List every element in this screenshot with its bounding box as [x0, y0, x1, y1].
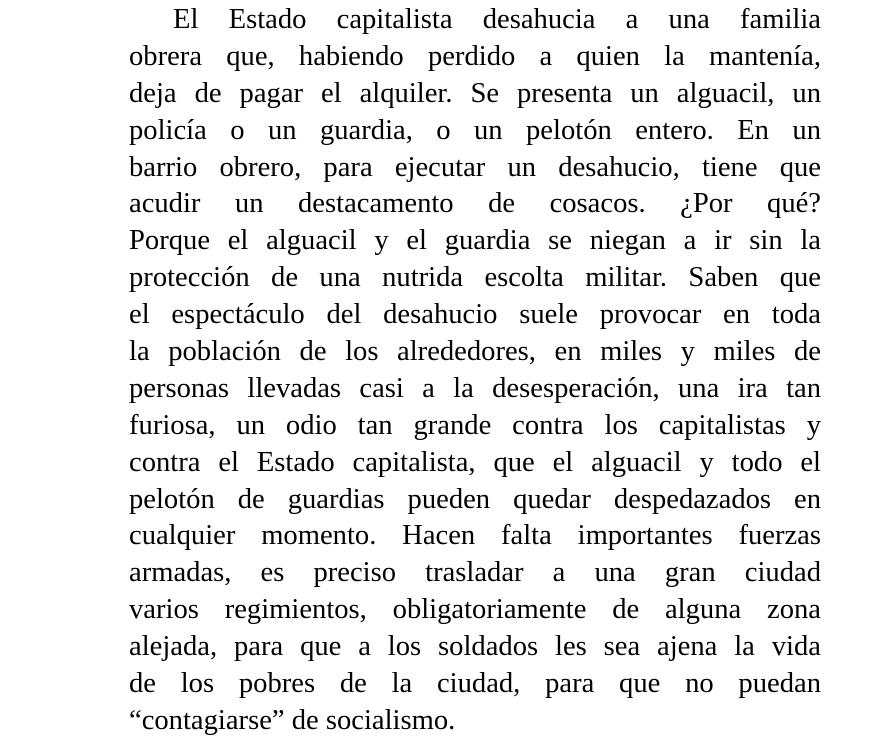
paragraph-line: la población de los alrededores, en miles y miles de	[129, 336, 821, 368]
paragraph-line: de los pobres de la ciudad, para que no puedan	[129, 668, 821, 700]
paragraph-line: el espectáculo del desahucio suele provocar en toda	[129, 299, 821, 331]
paragraph-line: pelotón de guardias pueden quedar despedazados en	[129, 483, 821, 515]
paragraph-line: furiosa, un odio tan grande contra los capitalistas y	[129, 409, 821, 441]
paragraph-line: policía o un guardia, o un pelotón entero. En un	[129, 114, 821, 146]
paragraph-line: El Estado capitalista desahucia a una familia	[173, 4, 821, 35]
paragraph-line: Porque el alguacil y el guardia se niegan a ir sin la	[129, 225, 821, 257]
paragraph-line: cualquier momento. Hacen falta importantes fuerzas	[129, 520, 821, 552]
paragraph-line: acudir un destacamento de cosacos. ¿Por qué?	[129, 188, 821, 220]
paragraph-line: protección de una nutrida escolta militar. Saben que	[129, 262, 821, 294]
paragraph-line: deja de pagar el alquiler. Se presenta un alguacil, un	[129, 77, 821, 109]
paragraph	[129, 2, 821, 740]
paragraph-line: varios regimientos, obligatoriamente de alguna zona	[129, 594, 821, 626]
paragraph-line: “contagiarse” de socialismo.	[129, 704, 456, 736]
paragraph-line: armadas, es preciso trasladar a una gran ciudad	[129, 557, 821, 589]
paragraph-line: personas llevadas casi a la desesperación, una ira tan	[129, 372, 821, 404]
paragraph-line: alejada, para que a los soldados les sea ajena la vida	[129, 631, 821, 663]
paragraph-line: barrio obrero, para ejecutar un desahucio, tiene que	[129, 151, 821, 183]
paragraph-line: obrera que, habiendo perdido a quien la mantenía,	[129, 40, 821, 72]
paragraph-line: contra el Estado capitalista, que el alguacil y todo el	[129, 446, 821, 478]
